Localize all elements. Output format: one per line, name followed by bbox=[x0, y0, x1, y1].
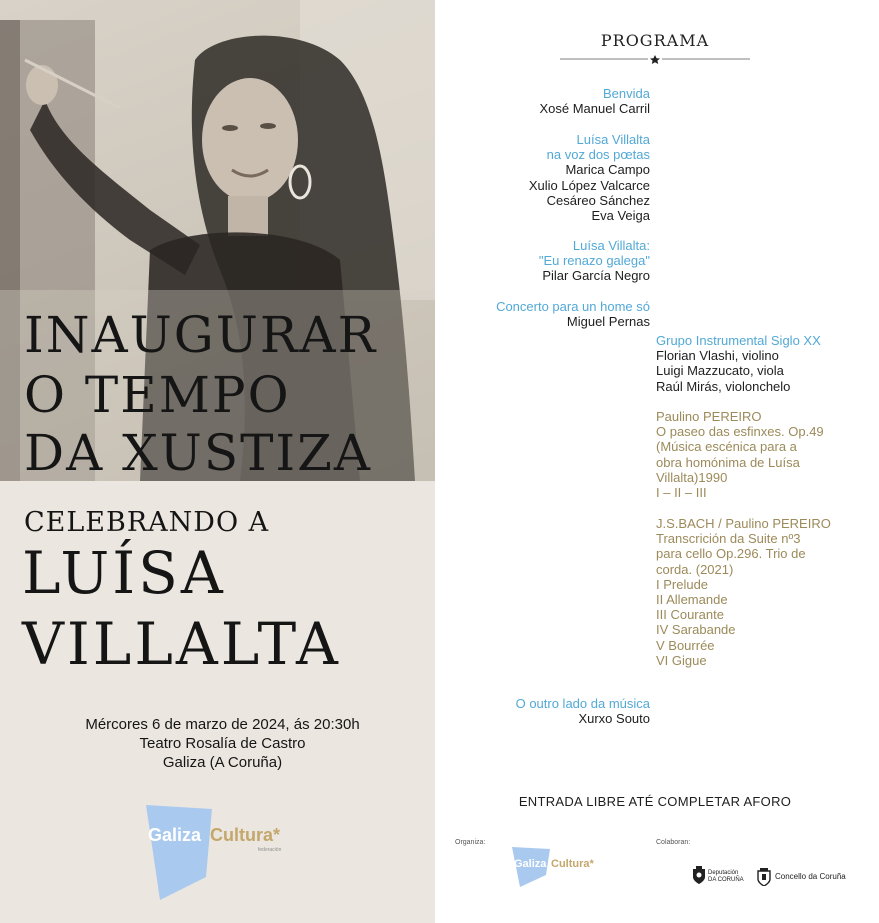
programa-item-heading: Luísa Villalta bbox=[576, 132, 650, 147]
programa-item-grupo-instrumental bbox=[656, 333, 821, 394]
organiza-label: Organiza: bbox=[455, 839, 486, 846]
programa-work-line: III Courante bbox=[656, 607, 724, 623]
programa-work-line: O paseo das esfinxes. Op.49 bbox=[656, 424, 824, 440]
programa-item-pereiro-esfinxes bbox=[656, 409, 824, 500]
free-entry-notice: ENTRADA LIBRE ATÉ COMPLETAR AFORO bbox=[518, 794, 792, 809]
poster-title-line-2: O TEMPO bbox=[24, 366, 291, 424]
programa-item-performer: Cesáreo Sánchez bbox=[546, 192, 650, 208]
programa-work-line: IV Sarabande bbox=[656, 622, 736, 638]
programa-work-line: I Prelude bbox=[656, 576, 709, 592]
deputacion-line-1: Deputación bbox=[708, 870, 739, 876]
programa-item-heading: Concerto para un home só bbox=[496, 299, 650, 314]
programa-item-heading: Luísa Villalta: bbox=[572, 238, 650, 253]
programa-work-line: I – II – III bbox=[656, 485, 707, 501]
colaboran-label: Colaboran: bbox=[656, 839, 691, 846]
event-venue: Teatro Rosalía de Castro bbox=[139, 735, 306, 752]
coat-of-arms-icon bbox=[692, 866, 706, 884]
programa-item-renazo-galega bbox=[539, 238, 650, 284]
city-shield-icon bbox=[757, 868, 771, 886]
programa-item-outro-lado bbox=[516, 696, 650, 726]
logo-word-cultura: Cultura* bbox=[210, 825, 281, 845]
programa-item-performer: Marica Campo bbox=[565, 162, 650, 178]
programa-item-heading: na voz dos pœtas bbox=[546, 147, 650, 163]
deputacion-line-2: DA CORUÑA bbox=[708, 876, 744, 883]
programa-item-performer: Xosé Manuel Carril bbox=[539, 101, 650, 117]
programa-work-line: J.S.BACH / Paulino PEREIRO bbox=[656, 516, 831, 531]
poster-title-line-3: DA XUSTIZA bbox=[24, 424, 373, 482]
programa-item-concerto bbox=[496, 299, 650, 329]
poster-subtitle: CELEBRANDO A bbox=[24, 507, 270, 538]
logo-word-galiza: Galiza bbox=[514, 858, 547, 870]
event-date: Mércores 6 de marzo de 2024, ás 20:30h bbox=[85, 716, 360, 733]
programa-item-benvida bbox=[539, 86, 650, 116]
programa-item-heading: "Eu renazo galega" bbox=[538, 253, 650, 269]
logo-word-cultura: Cultura* bbox=[551, 858, 594, 870]
programa-work-line: VI Gigue bbox=[656, 652, 707, 668]
programa-work-line: II Allemande bbox=[656, 592, 728, 608]
programa-work-line: obra homónima de Luísa bbox=[656, 454, 800, 470]
programa-item-voz-dos-poetas bbox=[529, 132, 650, 223]
programa-item-performer: Miguel Pernas bbox=[566, 314, 650, 330]
programa-item-bach-pereiro bbox=[656, 516, 831, 668]
programa-item-performer: Raúl Mirás, violonchelo bbox=[656, 378, 791, 394]
concello-label: Concello da Coruña bbox=[775, 872, 846, 881]
programa-work-line: corda. (2021) bbox=[656, 561, 734, 577]
programa-item-performer: Eva Veiga bbox=[591, 208, 650, 224]
programa-item-performer: Xulio López Valcarce bbox=[528, 177, 650, 193]
poster-left-panel bbox=[0, 0, 435, 923]
poster-title-line-1: INAUGURAR bbox=[24, 306, 378, 364]
logo-subtext: federación bbox=[258, 847, 282, 853]
programa-item-heading: Grupo Instrumental Siglo XX bbox=[656, 333, 821, 348]
programa-heading: PROGRAMA bbox=[600, 31, 710, 50]
honoree-first-name: LUÍSA bbox=[22, 539, 226, 607]
logo-word-galiza: Galiza bbox=[148, 825, 202, 845]
programa-work-line: V Bourrée bbox=[656, 637, 715, 653]
event-place: Galiza (A Coruña) bbox=[162, 754, 283, 771]
programa-work-line: para cello Op.296. Trio de bbox=[656, 546, 806, 562]
programa-item-heading: Benvida bbox=[603, 86, 650, 101]
programa-item-performer: Florian Vlashi, violino bbox=[656, 348, 779, 364]
programa-work-line: (Música escénica para a bbox=[656, 439, 797, 455]
programa-work-line: Villalta)1990 bbox=[656, 469, 728, 485]
programa-item-performer: Pilar García Negro bbox=[542, 268, 650, 284]
programa-work-line: Paulino PEREIRO bbox=[656, 409, 762, 424]
event-info bbox=[0, 715, 435, 772]
programa-item-heading: O outro lado da música bbox=[515, 696, 650, 711]
programa-item-performer: Xurxo Souto bbox=[578, 711, 650, 727]
programa-work-line: Transcrición da Suite nº3 bbox=[656, 531, 801, 547]
honoree-last-name: VILLALTA bbox=[22, 610, 341, 678]
star-divider-icon bbox=[560, 54, 750, 66]
programa-item-performer: Luigi Mazzucato, viola bbox=[656, 363, 784, 379]
